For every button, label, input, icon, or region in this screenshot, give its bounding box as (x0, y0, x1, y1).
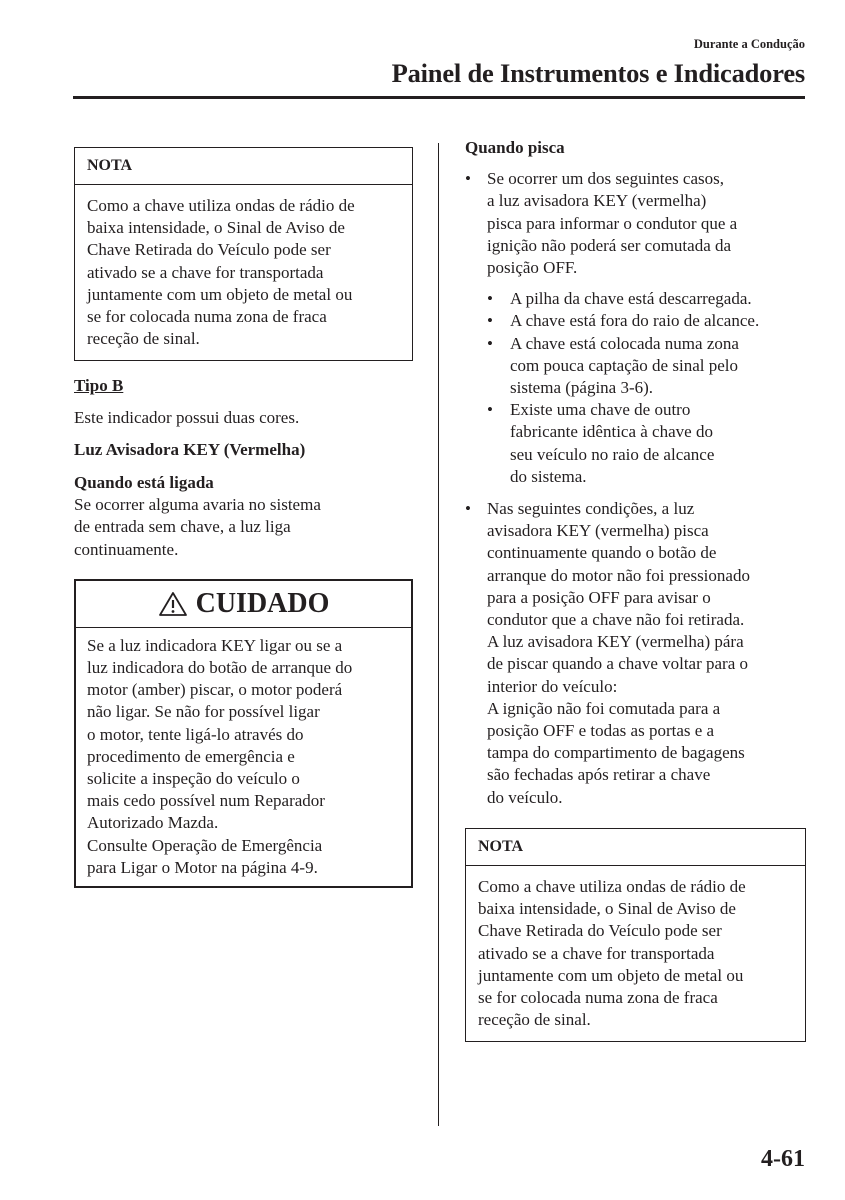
caution-line: procedimento de emergência e (87, 746, 295, 766)
note-line: se for colocada numa zona de fraca (478, 987, 718, 1007)
note-line: juntamente com um objeto de metal ou (478, 965, 744, 985)
sub-bullet-line: Existe uma chave de outro (510, 400, 691, 420)
sub-bullet-item (465, 399, 806, 488)
page-number: 4-61 (761, 1146, 805, 1172)
bullet-line: pisca para informar o condutor que a (487, 213, 738, 233)
sub-bullet-item (465, 288, 806, 310)
note-line: receção de sinal. (478, 1010, 591, 1030)
text-line: Se ocorrer alguma avaria no sistema (74, 495, 321, 515)
note-box (465, 828, 806, 1042)
caution-line: Consulte Operação de Emergência (87, 835, 323, 855)
bullet-line: continuamente quando o botão de (487, 543, 717, 563)
bullet-item (465, 168, 806, 279)
flashing-heading: Quando pisca (465, 138, 565, 157)
sub-bullet-line: seu veículo no raio de alcance (510, 444, 715, 464)
sub-bullet-line: do sistema. (510, 466, 587, 486)
note-line: Como a chave utiliza ondas de rádio de (87, 196, 355, 215)
bullet-icon: • (487, 289, 493, 309)
right-column (465, 137, 806, 1042)
bullet-line: condutor que a chave não foi retirada. (487, 610, 745, 630)
title-divider (73, 96, 805, 99)
type-b-heading: Tipo B (74, 376, 124, 396)
bullet-line: do veículo. (487, 787, 563, 807)
page-title: Painel de Instrumentos e Indicadores (391, 58, 805, 88)
note-line: Chave Retirada do Veículo pode ser (87, 240, 331, 260)
bullet-icon: • (487, 333, 493, 353)
bullet-line: ignição não poderá ser comutada da (487, 235, 732, 255)
note-line: juntamente com um objeto de metal ou (87, 284, 353, 304)
caution-line: Autorizado Mazda. (87, 813, 219, 833)
sub-bullet-line: sistema (página 3-6). (510, 378, 654, 398)
note-line: Chave Retirada do Veículo pode ser (478, 921, 722, 941)
note-body (466, 866, 805, 1041)
bullet-line: posição OFF. (487, 258, 578, 278)
bullet-line: são fechadas após retirar a chave (487, 765, 711, 785)
type-b-text: Este indicador possui duas cores. (74, 407, 300, 427)
note-line: se for colocada numa zona de fraca (87, 307, 327, 327)
bullet-icon: • (465, 169, 471, 189)
bullet-line: Nas seguintes condições, a luz (487, 499, 695, 519)
caution-line: motor (amber) piscar, o motor poderá (87, 680, 343, 700)
bullet-line: A luz avisadora KEY (vermelha) pára (487, 632, 744, 652)
bullet-line: a luz avisadora KEY (vermelha) (487, 191, 707, 211)
note-line: receção de sinal. (87, 329, 200, 349)
sub-bullet-line: A chave está colocada numa zona (510, 333, 739, 353)
key-warning-heading: Luz Avisadora KEY (Vermelha) (74, 439, 306, 459)
caution-line: luz indicadora do botão de arranque do (87, 658, 353, 678)
column-divider (438, 143, 439, 1126)
note-heading: NOTA (75, 148, 412, 185)
when-on-heading: Quando está ligada (74, 473, 214, 493)
bullet-line: arranque do motor não foi pressionado (487, 565, 750, 585)
caution-heading: CUIDADO (195, 587, 330, 619)
bullet-icon: • (465, 499, 471, 519)
bullet-icon: • (487, 311, 493, 331)
bullet-line: A ignição não foi comutada para a (487, 698, 721, 718)
caution-line: não ligar. Se não for possível ligar (87, 702, 320, 722)
note-box (74, 147, 413, 361)
bullet-line: de piscar quando a chave voltar para o (487, 654, 749, 674)
bullet-line: avisadora KEY (vermelha) pisca (487, 521, 709, 541)
note-line: Como a chave utiliza ondas de rádio de (478, 876, 746, 896)
note-line: ativado se a chave for transportada (478, 943, 715, 963)
bullet-icon: • (487, 400, 493, 420)
left-column (74, 147, 413, 888)
sub-bullet-line: com pouca captação de sinal pelo (510, 355, 738, 375)
text-line: de entrada sem chave, a luz liga (74, 517, 291, 537)
bullet-line: para a posição OFF para avisar o (487, 587, 711, 607)
text-line: continuamente. (74, 539, 179, 559)
sub-bullet-item (465, 333, 806, 400)
section-label: Durante a Condução (693, 37, 805, 51)
sub-bullet-line: A chave está fora do raio de alcance. (510, 311, 760, 331)
note-heading: NOTA (466, 829, 805, 866)
when-on-text (74, 494, 413, 561)
bullet-item (465, 498, 806, 809)
caution-box (74, 579, 413, 888)
caution-line: solicite a inspeção do veículo o (87, 769, 300, 789)
note-line: baixa intensidade, o Sinal de Aviso de (478, 899, 736, 919)
caution-body (76, 628, 411, 886)
caution-line: o motor, tente ligá-lo através do (87, 724, 304, 744)
caution-header (76, 581, 411, 628)
caution-line: para Ligar o Motor na página 4-9. (87, 857, 318, 877)
bullet-line: interior do veículo: (487, 676, 618, 696)
sub-bullet-item (465, 310, 806, 332)
sub-bullet-line: A pilha da chave está descarregada. (510, 289, 752, 309)
warning-triangle-icon (158, 591, 188, 617)
bullet-line: Se ocorrer um dos seguintes casos, (487, 169, 725, 189)
caution-line: Se a luz indicadora KEY ligar ou se a (87, 635, 343, 655)
note-line: ativado se a chave for transportada (87, 262, 324, 282)
bullet-line: tampa do compartimento de bagagens (487, 743, 745, 763)
note-line: baixa intensidade, o Sinal de Aviso de (87, 218, 345, 238)
note-body (75, 185, 412, 360)
caution-line: mais cedo possível num Reparador (87, 791, 325, 811)
sub-bullet-line: fabricante idêntica à chave do (510, 422, 713, 442)
sub-bullet-list (465, 288, 806, 488)
bullet-line: posição OFF e todas as portas e a (487, 721, 715, 741)
